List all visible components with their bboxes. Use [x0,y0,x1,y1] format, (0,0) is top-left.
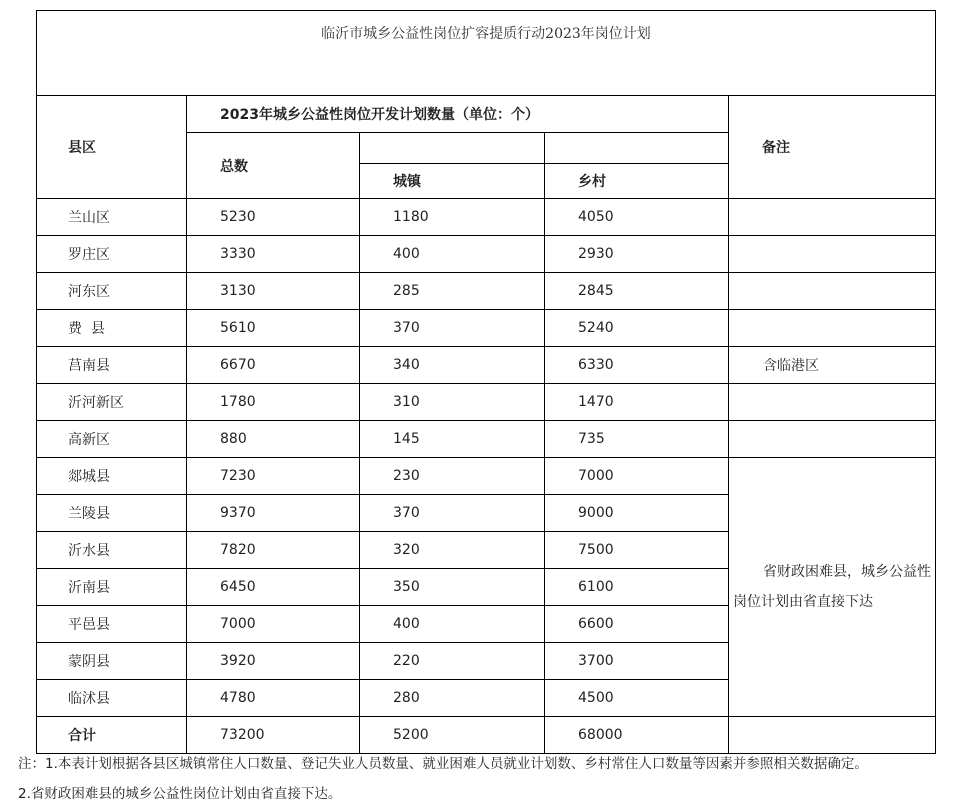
remark-cell [729,310,936,347]
total-cell: 5230 [187,199,360,236]
remark-cell-poor-counties [729,458,936,717]
remark-cell [729,236,936,273]
table-title: 临沂市城乡公益性岗位扩容提质行动2023年岗位计划 [37,11,936,96]
county-cell: 罗庄区 [37,236,187,273]
total-cell: 6450 [187,569,360,606]
urban-cell: 400 [360,236,545,273]
table-row [37,199,936,236]
table-row [37,347,936,384]
county-cell: 郯城县 [37,458,187,495]
total-cell: 880 [187,421,360,458]
remark-poor-counties-text: 省财政困难县，城乡公益性岗位计划由省直接下达 [733,564,931,610]
header-blank-urban [360,133,545,164]
county-cell: 沂南县 [37,569,187,606]
rural-cell: 6330 [545,347,729,384]
county-cell: 费 县 [37,310,187,347]
header-plan-group: 2023年城乡公益性岗位开发计划数量（单位：个） [187,96,729,133]
rural-cell: 9000 [545,495,729,532]
remark-cell [729,384,936,421]
header-remark: 备注 [729,96,936,199]
remark-cell-junan: 含临港区 [729,347,936,384]
summary-label: 合计 [37,717,187,754]
remark-cell [729,421,936,458]
county-cell: 高新区 [37,421,187,458]
remark-cell [729,273,936,310]
table-row [37,273,936,310]
urban-cell: 1180 [360,199,545,236]
table-row [37,236,936,273]
county-cell: 蒙阴县 [37,643,187,680]
rural-cell: 5240 [545,310,729,347]
total-cell: 6670 [187,347,360,384]
urban-cell: 340 [360,347,545,384]
urban-cell: 220 [360,643,545,680]
total-cell: 7820 [187,532,360,569]
table-row [37,310,936,347]
urban-cell: 400 [360,606,545,643]
county-cell: 河东区 [37,273,187,310]
total-cell: 7230 [187,458,360,495]
county-cell: 兰山区 [37,199,187,236]
total-cell: 3920 [187,643,360,680]
header-county: 县区 [37,96,187,199]
header-rural: 乡村 [545,164,729,199]
urban-cell: 370 [360,310,545,347]
urban-cell: 285 [360,273,545,310]
footnote-1: 注：1.本表计划根据各县区城镇常住人口数量、登记失业人员数量、就业困难人员就业计划数、乡村常住人口数量等因素并参照相关数据确定。 [18,756,868,772]
county-cell: 平邑县 [37,606,187,643]
urban-cell: 280 [360,680,545,717]
summary-total: 73200 [187,717,360,754]
rural-cell: 6600 [545,606,729,643]
table-row [37,384,936,421]
total-cell: 1780 [187,384,360,421]
total-cell: 3130 [187,273,360,310]
header-total: 总数 [187,133,360,199]
summary-row [37,717,936,754]
rural-cell: 3700 [545,643,729,680]
urban-cell: 350 [360,569,545,606]
rural-cell: 6100 [545,569,729,606]
rural-cell: 735 [545,421,729,458]
summary-remark [729,717,936,754]
rural-cell: 2930 [545,236,729,273]
county-cell: 临沭县 [37,680,187,717]
header-urban: 城镇 [360,164,545,199]
county-cell: 沂水县 [37,532,187,569]
table-row [37,421,936,458]
urban-cell: 145 [360,421,545,458]
header-blank-rural [545,133,729,164]
urban-cell: 370 [360,495,545,532]
job-plan-table [36,10,936,754]
total-cell: 3330 [187,236,360,273]
rural-cell: 2845 [545,273,729,310]
county-cell: 沂河新区 [37,384,187,421]
summary-rural: 68000 [545,717,729,754]
total-cell: 9370 [187,495,360,532]
footnotes [18,749,868,809]
rural-cell: 7500 [545,532,729,569]
county-cell: 莒南县 [37,347,187,384]
footnote-2: 2.省财政困难县的城乡公益性岗位计划由省直接下达。 [18,786,342,802]
rural-cell: 1470 [545,384,729,421]
remark-cell [729,199,936,236]
urban-cell: 230 [360,458,545,495]
urban-cell: 310 [360,384,545,421]
table-row [37,458,936,495]
summary-urban: 5200 [360,717,545,754]
total-cell: 7000 [187,606,360,643]
total-cell: 4780 [187,680,360,717]
county-cell: 兰陵县 [37,495,187,532]
total-cell: 5610 [187,310,360,347]
rural-cell: 7000 [545,458,729,495]
rural-cell: 4050 [545,199,729,236]
urban-cell: 320 [360,532,545,569]
rural-cell: 4500 [545,680,729,717]
